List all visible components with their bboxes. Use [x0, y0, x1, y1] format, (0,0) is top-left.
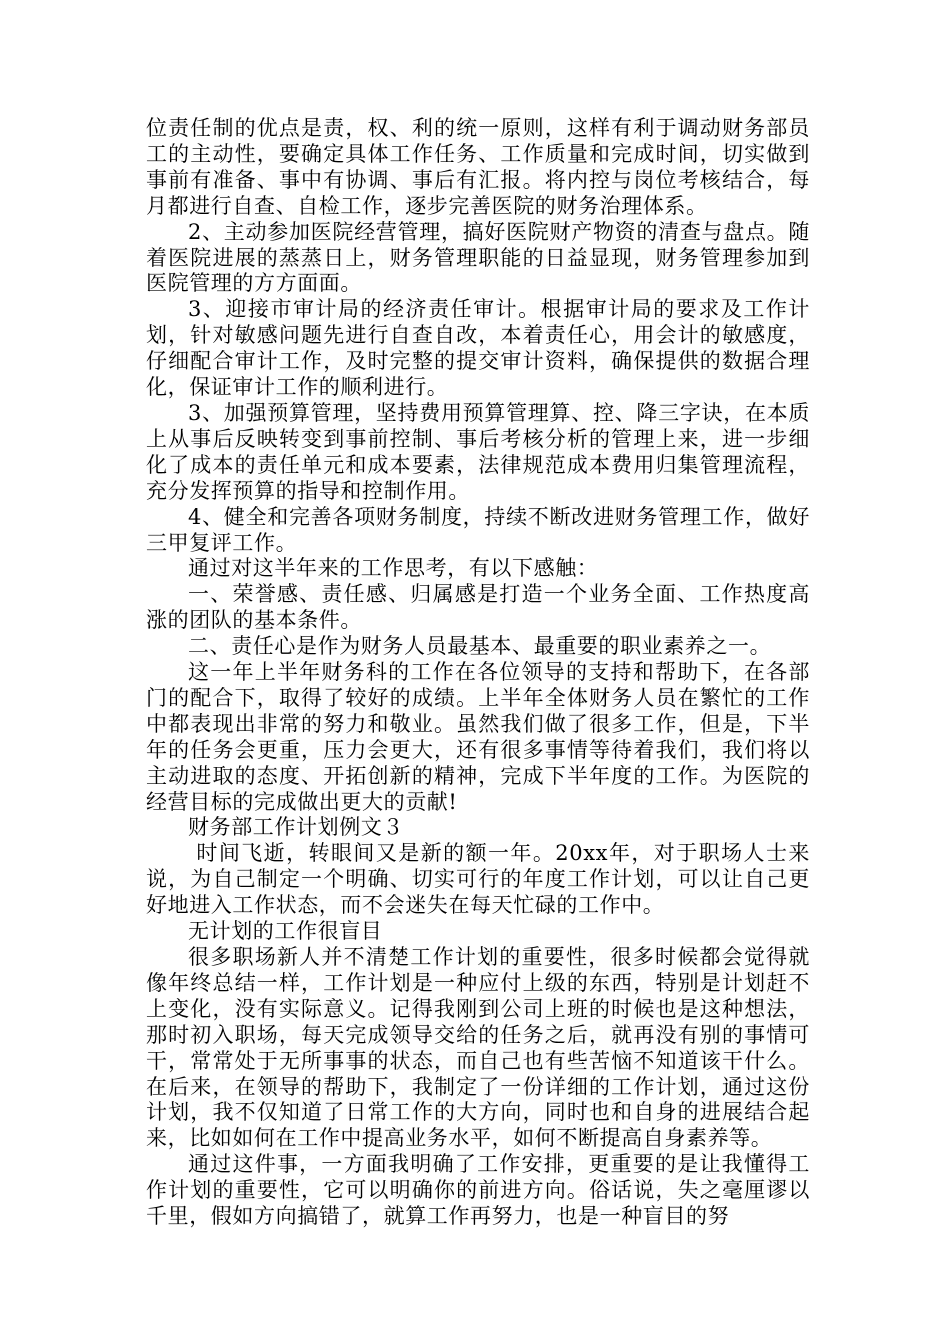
paragraph-item-3-audit: 3、迎接市审计局的经济责任审计。根据审计局的要求及工作计划，针对敏感问题先进行自查自改，本着责任心，用会计的敏感度，仔细配合审计工作，及时完整的提交审计资料，确保提供的数据合理化，保证审计工作的顺利进行。	[146, 297, 810, 400]
paragraph-reflection-2: 二、责任心是作为财务人员最基本、最重要的职业素养之一。	[188, 634, 772, 659]
paragraph-item-4-regulations: 4、健全和完善各项财务制度，持续不断改进财务管理工作，做好三甲复评工作。	[146, 504, 810, 555]
paragraph-item-2-asset-inventory: 2、主动参加医院经营管理，搞好医院财产物资的清查与盘点。随着医院进展的蒸蒸日上，财务管理职能的日益显现，财务管理参加到医院管理的方方面面。	[146, 219, 810, 296]
paragraph-half-year-summary: 这一年上半年财务科的工作在各位领导的支持和帮助下，在各部门的配合下，取得了较好的成绩。上半年全体财务人员在繁忙的工作中都表现出非常的努力和敬业。虽然我们做了很多工作，但是，下半年的任务会更重，压力会更大，还有很多事情等待着我们，我们将以主动进取的态度、开拓创新的精神，完成下半年度的工作。为医院的经营目标的完成做出更大的贡献!	[146, 660, 810, 814]
paragraph-workplace-newcomers: 很多职场新人并不清楚工作计划的重要性，很多时候都会觉得就像年终总结一样，工作计划是一种应付上级的东西，特别是计划赶不上变化，没有实际意义。记得我刚到公司上班的时候也是这种想法，那时初入职场，每天完成领导交给的任务之后，就再没有别的事情可干，常常处于无所事事的状态，而自己也有些苦恼不知道该干什么。在后来，在领导的帮助下，我制定了一份详细的工作计划，通过这份计划，我不仅知道了日常工作的大方向，同时也和自身的进展结合起来，比如如何在工作中提高业务水平，如何不断提高自身素养等。	[146, 945, 810, 1151]
section-heading-unplanned-work: 无计划的工作很盲目	[188, 919, 383, 944]
paragraph-new-year-intro: 时间飞逝，转眼间又是新的额一年。20xx年，对于职场人士来说，为自己制定一个明确、切实可行的年度工作计划，可以让自己更好地进入工作状态，而不会迷失在每天忙碌的工作中。	[146, 841, 810, 918]
paragraph-plan-importance: 通过这件事，一方面我明确了工作安排，更重要的是让我懂得工作计划的重要性，它可以明确你的前进方向。俗话说，失之毫厘谬以千里，假如方向搞错了，就算工作再努力，也是一种盲目的努	[146, 1152, 810, 1229]
section-heading-example-3: 财务部工作计划例文３	[188, 815, 404, 840]
paragraph-item-3-budget: 3、加强预算管理，坚持费用预算管理算、控、降三字诀，在本质上从事后反映转变到事前控制、事后考核分析的管理上来，进一步细化了成本的责任单元和成本要素，法律规范成本费用归集管理流程，充分发挥预算的指导和控制作用。	[146, 400, 810, 503]
paragraph-reflection-1: 一、荣誉感、责任感、归属感是打造一个业务全面、工作热度高涨的团队的基本条件。	[146, 582, 810, 633]
document-page	[146, 116, 810, 1230]
paragraph-reflection-intro: 通过对这半年来的工作思考，有以下感触：	[188, 556, 599, 581]
paragraph-responsibility-system: 位责任制的优点是责，权、利的统一原则，这样有利于调动财务部员工的主动性，要确定具体工作任务、工作质量和完成时间，切实做到事前有准备、事中有协调、事后有汇报。将内控与岗位考核结合，每月都进行自查、自检工作，逐步完善医院的财务治理体系。	[146, 116, 810, 218]
